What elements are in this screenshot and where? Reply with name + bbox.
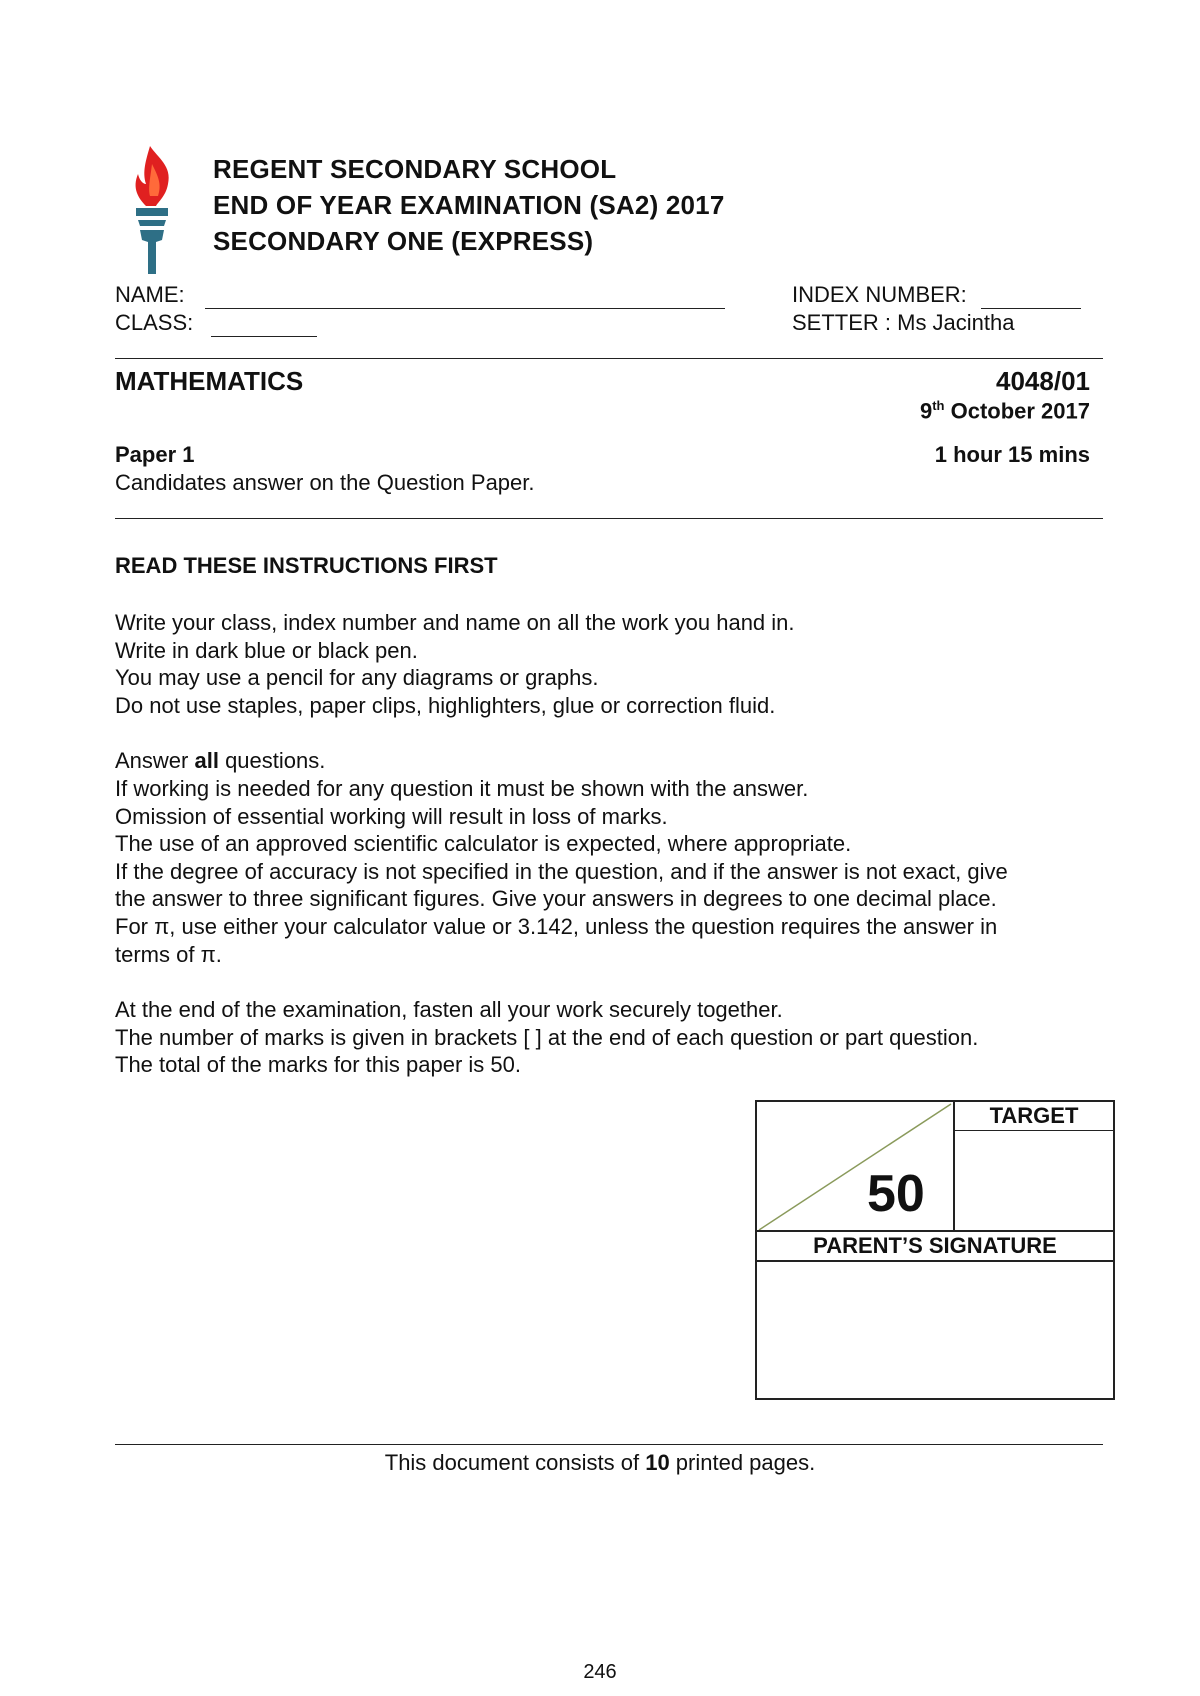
exam-title: END OF YEAR EXAMINATION (SA2) 2017: [213, 190, 725, 220]
instructions-body: [115, 609, 1115, 1079]
instruction-line: Do not use staples, paper clips, highlighters, glue or correction fluid.: [115, 692, 776, 718]
subject-title: MATHEMATICS: [115, 366, 304, 396]
name-label: NAME:: [115, 282, 185, 307]
page-count-note: This document consists of 10 printed pages.: [384, 1450, 816, 1475]
instruction-line: At the end of the examination, fasten all your work securely together.: [115, 997, 783, 1023]
instruction-line: For π, use either your calculator value or 3.142, unless the question requires the answer in: [115, 913, 998, 939]
school-logo: [128, 144, 176, 276]
paper-code: 4048/01: [996, 366, 1090, 396]
class-row: [115, 310, 415, 337]
instruction-line: If the degree of accuracy is not specified in the question, and if the answer is not exact, give: [115, 858, 1008, 884]
instruction-line: The total of the marks for this paper is 50.: [115, 1052, 521, 1078]
target-field[interactable]: [955, 1132, 1113, 1228]
instruction-line: Write in dark blue or black pen.: [115, 637, 418, 663]
class-label: CLASS:: [115, 310, 194, 335]
instruction-line: You may use a pencil for any diagrams or graphs.: [115, 665, 599, 691]
class-field[interactable]: [211, 310, 317, 337]
instruction-line: Write your class, index number and name on all the work you hand in.: [115, 610, 795, 635]
target-label: TARGET: [955, 1102, 1113, 1131]
divider-middle: [115, 518, 1103, 519]
exam-date: 9th October 2017: [919, 398, 1090, 424]
divider-top: [115, 358, 1103, 359]
divider-bottom: [115, 1444, 1103, 1445]
index-field[interactable]: [981, 282, 1081, 309]
duration: 1 hour 15 mins: [934, 442, 1090, 467]
name-field[interactable]: [205, 282, 725, 309]
instruction-line: If working is needed for any question it must be shown with the answer.: [115, 775, 809, 801]
instructions-heading: READ THESE INSTRUCTIONS FIRST: [115, 553, 498, 578]
instruction-line: terms of π.: [115, 941, 222, 967]
index-row: [792, 282, 1112, 309]
name-row: [115, 282, 735, 309]
paper-label: Paper 1: [115, 442, 195, 467]
index-label: INDEX NUMBER:: [792, 282, 967, 307]
instruction-line: The use of an approved scientific calculator is expected, where appropriate.: [115, 831, 852, 857]
page-number: 246: [583, 1661, 617, 1683]
signature-label: PARENT’S SIGNATURE: [757, 1230, 1113, 1262]
level-title: SECONDARY ONE (EXPRESS): [213, 226, 594, 256]
instruction-line: Answer all questions.: [115, 748, 326, 774]
answer-note: Candidates answer on the Question Paper.: [115, 470, 535, 495]
school-name: REGENT SECONDARY SCHOOL: [213, 154, 617, 184]
signature-field[interactable]: [757, 1262, 1113, 1398]
total-marks: 50: [867, 1165, 925, 1223]
instruction-line: The number of marks is given in brackets [ ] at the end of each question or part question.: [115, 1024, 979, 1050]
instruction-line: Omission of essential working will result in loss of marks.: [115, 803, 668, 829]
instruction-line: the answer to three significant figures. Give your answers in degrees to one decimal place.: [115, 886, 997, 912]
setter: SETTER : Ms Jacintha: [792, 310, 1015, 335]
score-box: [755, 1100, 1115, 1400]
